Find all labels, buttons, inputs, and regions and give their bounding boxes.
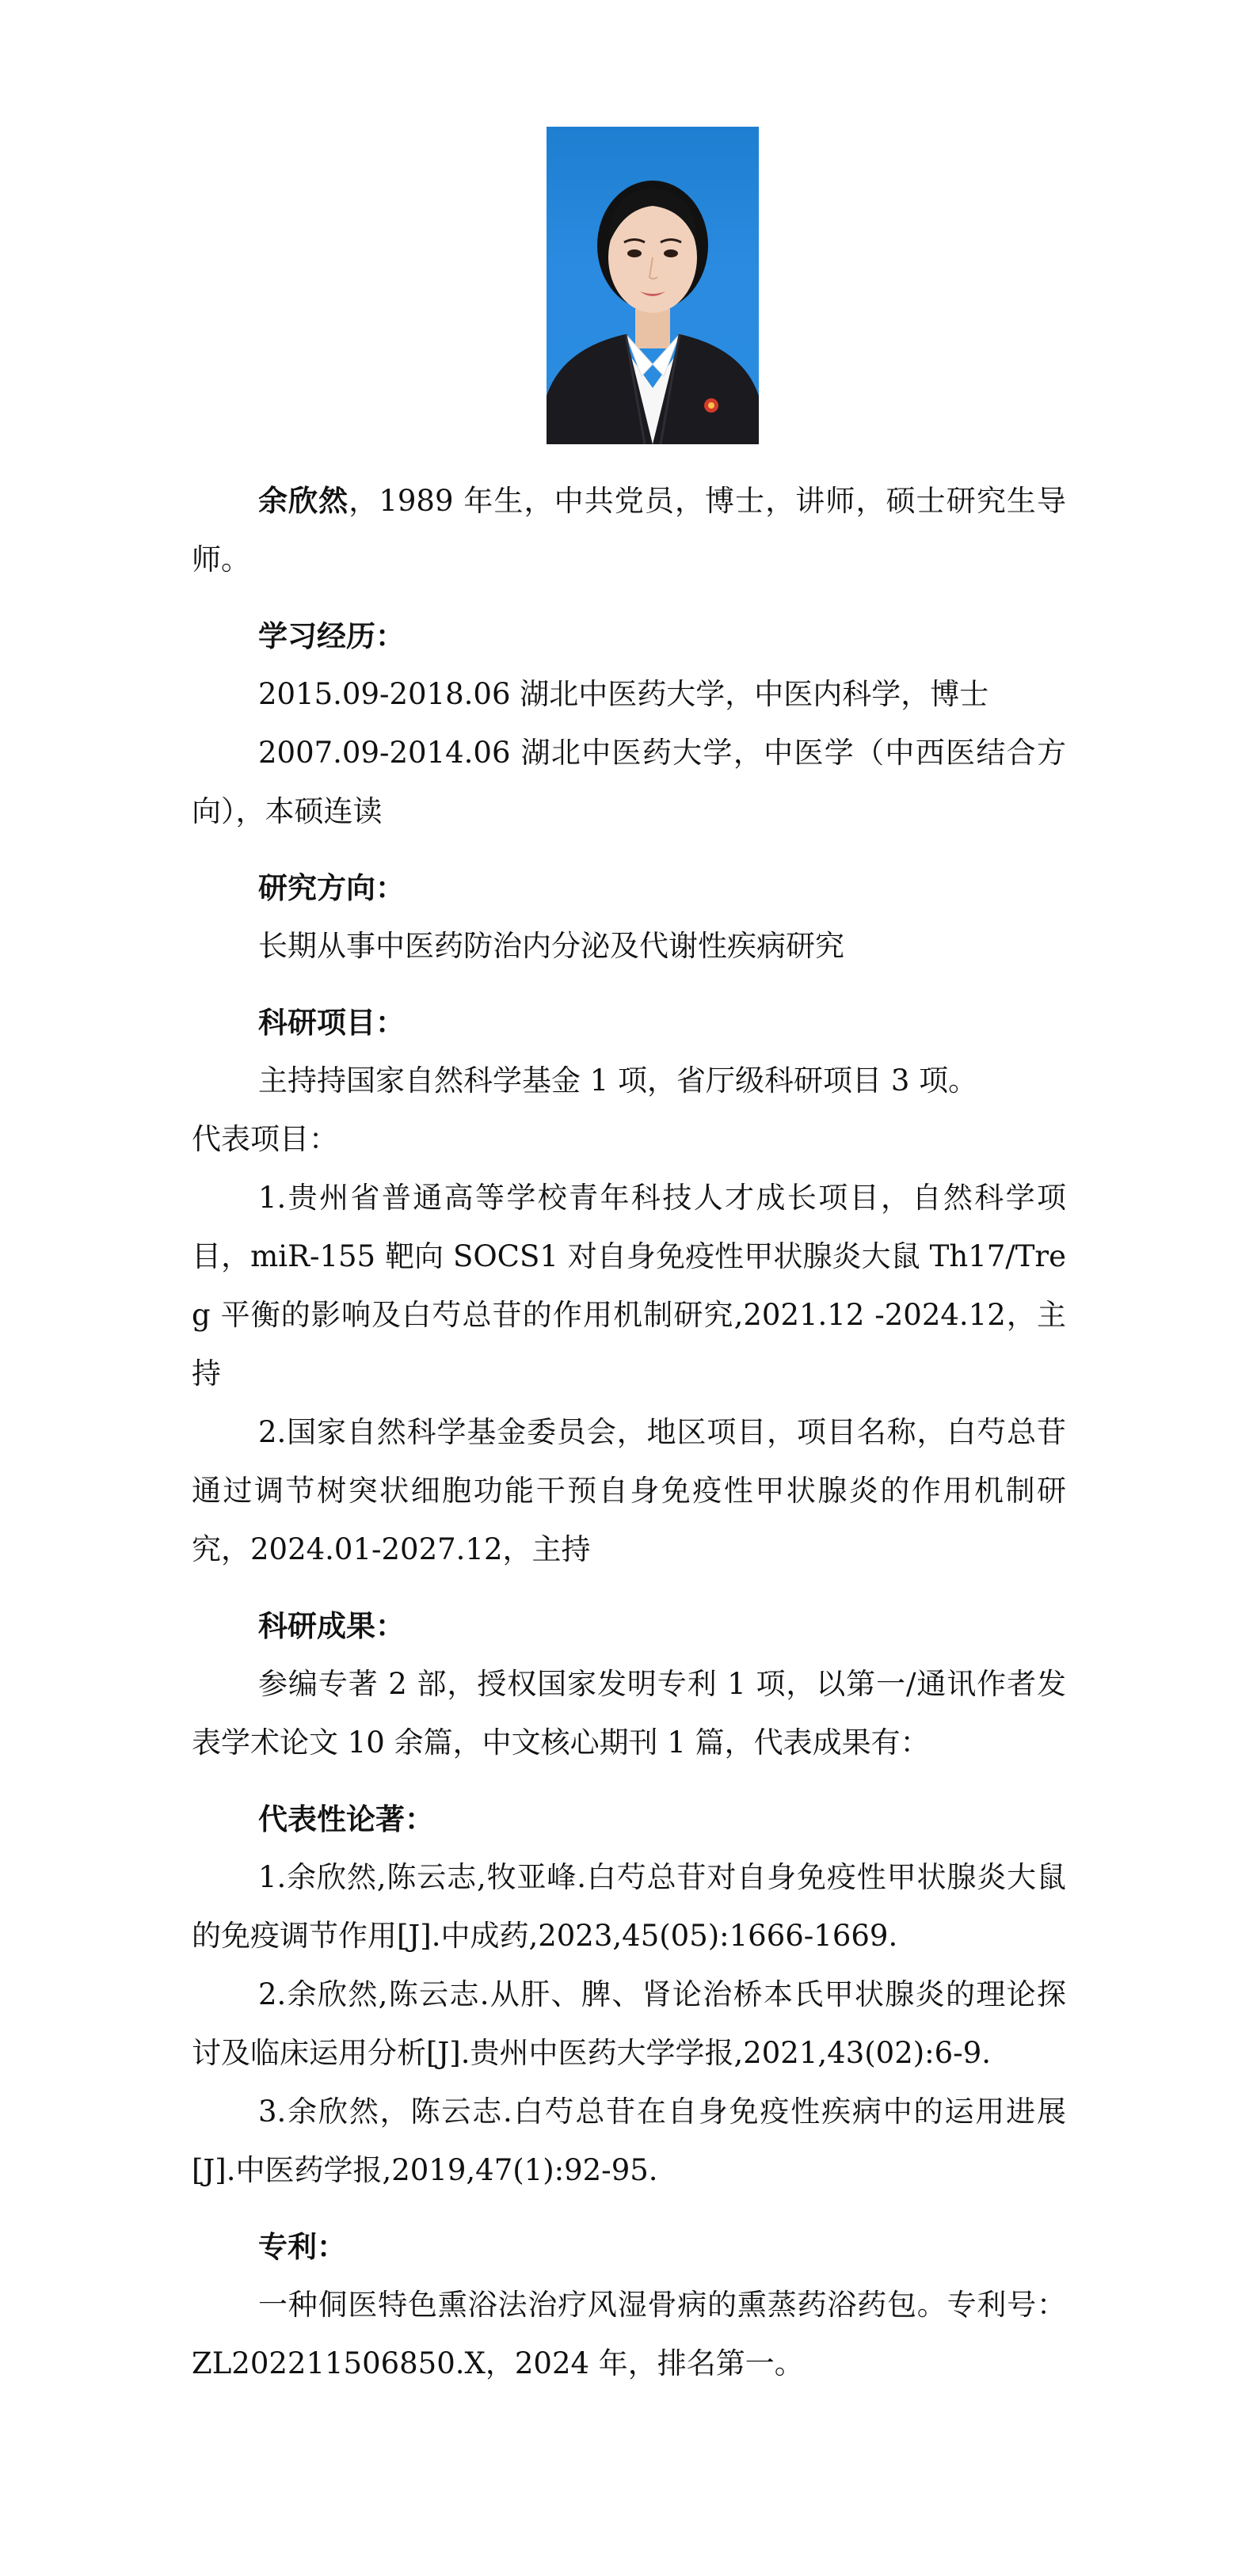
paper-item: 3.余欣然，陈云志.白芍总苷在自身免疫性疾病中的运用进展[J].中医药学报,2019,47(1):92-95.	[192, 2095, 1066, 2187]
papers-heading: 代表性论著：	[258, 1802, 434, 1836]
portrait-illustration	[547, 127, 759, 444]
person-name: 余欣然	[258, 483, 349, 518]
patent-text: 一种侗医特色熏浴法治疗风湿骨病的熏蒸药浴药包。专利号：ZL202211506850.X，2024 年，排名第一。	[192, 2288, 1066, 2380]
representative-projects-label: 代表项目：	[192, 1122, 338, 1156]
research-direction-text: 长期从事中医药防治内分泌及代谢性疾病研究	[258, 929, 844, 963]
research-direction-heading: 研究方向：	[258, 870, 405, 905]
achievements-heading: 科研成果：	[258, 1608, 405, 1643]
projects-heading: 科研项目：	[258, 1005, 405, 1040]
profile-photo	[547, 127, 759, 444]
intro-paragraph	[192, 471, 1066, 589]
patent-heading: 专利：	[258, 2229, 346, 2264]
paper-item: 2.余欣然,陈云志.从肝、脾、肾论治桥本氏甲状腺炎的理论探讨及临床运用分析[J].贵州中医药大学学报,2021,43(02):6-9.	[192, 1977, 1066, 2070]
education-item: 2007.09-2014.06 湖北中医药大学，中医学（中西医结合方向），本硕连读	[192, 736, 1066, 828]
projects-summary: 主持持国家自然科学基金 1 项，省厅级科研项目 3 项。	[258, 1064, 978, 1098]
education-item: 2015.09-2018.06 湖北中医药大学，中医内科学，博士	[258, 677, 989, 711]
paper-item: 1.余欣然,陈云志,牧亚峰.白芍总苷对自身免疫性甲状腺炎大鼠的免疫调节作用[J].中成药,2023,45(05):1666-1669.	[192, 1860, 1066, 1953]
education-heading: 学习经历：	[258, 618, 405, 653]
achievements-text: 参编专著 2 部，授权国家发明专利 1 项，以第一/通讯作者发表学术论文 10 余篇，中文核心期刊 1 篇，代表成果有：	[192, 1667, 1066, 1760]
profile-content	[192, 471, 1066, 2393]
project-item: 1.贵州省普通高等学校青年科技人才成长项目，自然科学项目，miR-155 靶向 SOCS1 对自身免疫性甲状腺炎大鼠 Th17/Treg 平衡的影响及白芍总苷的作用机制研究,2021.12 -2024.12，主持	[192, 1181, 1066, 1391]
project-item: 2.国家自然科学基金委员会，地区项目，项目名称，白芍总苷通过调节树突状细胞功能干预自身免疫性甲状腺炎的作用机制研究，2024.01-2027.12，主持	[192, 1415, 1066, 1566]
intro-text: ，1989 年生，中共党员，博士，讲师，硕士研究生导师。	[192, 484, 1066, 576]
